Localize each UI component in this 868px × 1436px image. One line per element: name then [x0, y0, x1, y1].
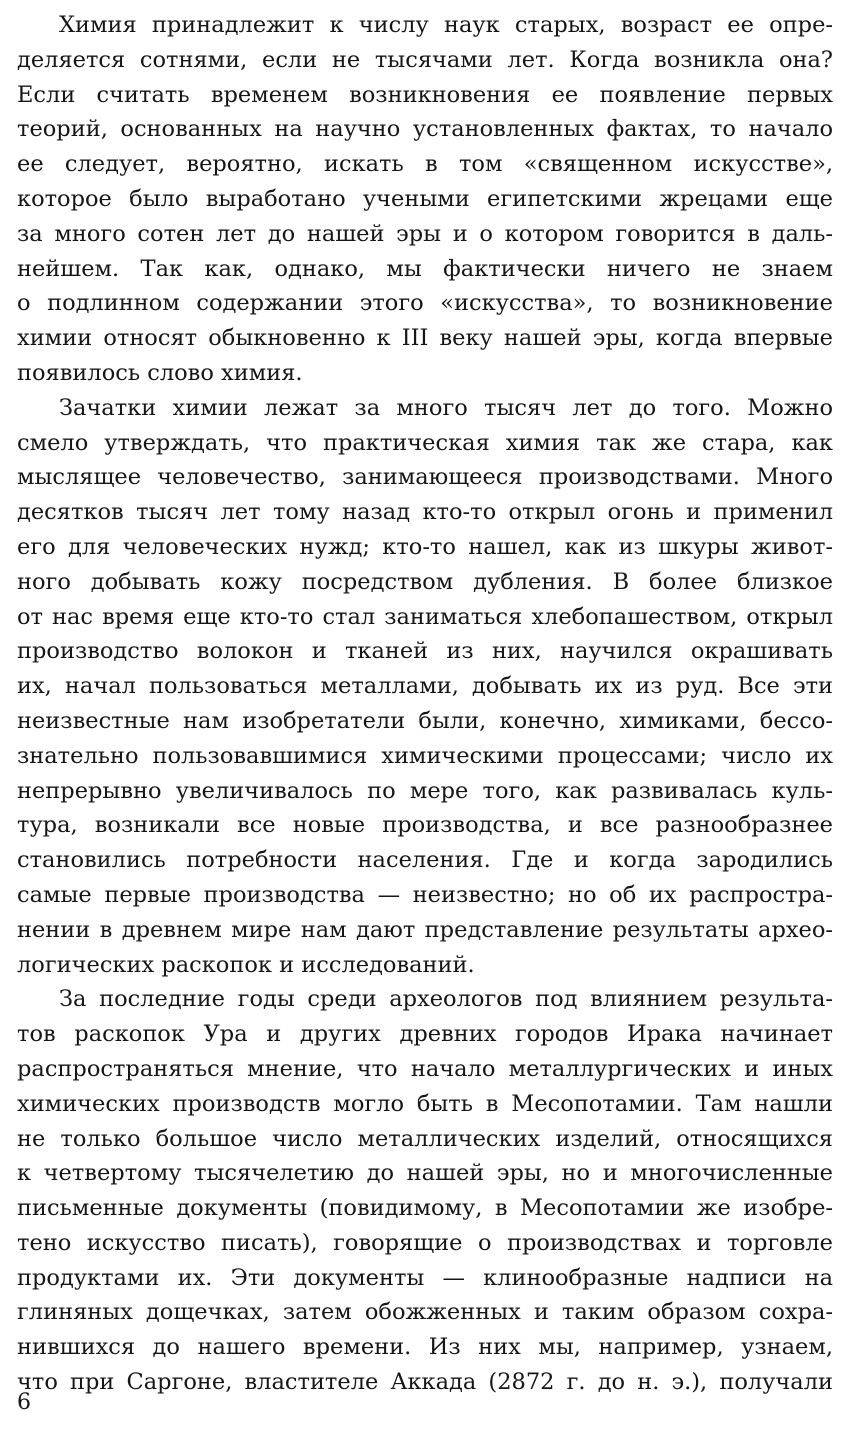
text-line: нейшем. Так как, однако, мы фактически ничего не знаем — [17, 255, 833, 282]
paragraph-2 — [17, 391, 833, 983]
text-line: Химия принадлежит к числу наук старых, возраст ее опре- — [59, 12, 833, 38]
text-line: неизвестные нам изобретатели были, конечно, химиками, бессо- — [17, 707, 833, 734]
text-line: десятков тысяч лет тому назад кто-то открыл огонь и применил — [17, 499, 833, 526]
text-line: к четвертому тысячелетию до нашей эры, но и многочисленные — [17, 1160, 833, 1187]
text-line: Зачатки химии лежат за много тысяч лет до того. Можно — [59, 394, 833, 421]
text-line: появилось слово химия. — [17, 359, 303, 386]
text-line: химических производств могло быть в Месопотамии. Там нашли — [17, 1090, 833, 1117]
text-line: химии относят обыкновенно к III веку нашей эры, когда впервые — [17, 325, 833, 352]
text-line: производство волокон и тканей из них, научился окрашивать — [17, 638, 833, 665]
text-line: теорий, основанных на научно установленных фактах, то начало — [17, 116, 833, 143]
text-line: ного добывать кожу посредством дубления. В более близкое — [17, 568, 833, 595]
text-line: мыслящее человечество, занимающееся производствами. Много — [17, 464, 833, 491]
text-line: не только большое число металлических изделий, относящихся — [17, 1125, 833, 1152]
text-line: деляется сотнями, если не тысячами лет. Когда возникла она? — [17, 46, 833, 73]
body-text — [17, 8, 833, 1400]
text-line: распространяться мнение, что начало металлургических и иных — [17, 1055, 833, 1082]
text-line: которое было выработано учеными египетскими жрецами еще — [17, 185, 833, 212]
text-line: что при Саргоне, властителе Аккада (2872 г. до н. э.), получали — [17, 1369, 833, 1396]
text-line: за много сотен лет до нашей эры и о котором говорится в даль- — [17, 220, 833, 247]
text-line: тено искусство писать), говорящие о производствах и торговле — [17, 1229, 833, 1256]
text-line: самые первые производства — неизвестно; но об их распростра- — [17, 881, 833, 908]
text-line: о подлинном содержании этого «искусства», то возникновение — [17, 290, 833, 317]
text-line: от нас время еще кто-то стал заниматься хлебопашеством, открыл — [17, 603, 833, 630]
text-line: письменные документы (повидимому, в Месопотамии же изобре- — [17, 1195, 833, 1222]
text-line: тов раскопок Ура и других древних городов Ирака начинает — [17, 1021, 833, 1048]
text-line: Если считать временем возникновения ее появление первых — [17, 81, 833, 108]
text-line: смело утверждать, что практическая химия так же стара, как — [17, 429, 833, 456]
text-line: логических раскопок и исследований. — [17, 951, 475, 978]
text-line: глиняных дощечках, затем обожженных и таким образом сохра- — [17, 1299, 833, 1326]
text-line: его для человеческих нужд; кто-то нашел, как из шкуры живот- — [17, 533, 833, 560]
text-line: продуктами их. Эти документы — клинообразные надписи на — [17, 1264, 833, 1291]
text-line: ее следует, вероятно, искать в том «священном искусстве», — [17, 151, 833, 178]
text-line: За последние годы среди археологов под влиянием результа- — [59, 986, 833, 1013]
paragraph-1 — [17, 8, 833, 391]
text-line: тура, возникали все новые производства, и все разнообразнее — [17, 812, 833, 839]
text-line: становились потребности населения. Где и когда зародились — [17, 847, 833, 874]
text-line: нении в древнем мире нам дают представление результаты архео- — [17, 916, 833, 943]
text-line: непрерывно увеличивалось по мере того, как развивалась куль- — [17, 777, 833, 804]
paragraph-3 — [17, 982, 833, 1400]
text-line: знательно пользовавшимися химическими процессами; число их — [17, 742, 833, 769]
text-line: нившихся до нашего времени. Из них мы, например, узнаем, — [17, 1334, 833, 1361]
page-number: 6 — [17, 1390, 31, 1415]
text-line: их, начал пользоваться металлами, добывать их из руд. Все эти — [17, 673, 833, 700]
